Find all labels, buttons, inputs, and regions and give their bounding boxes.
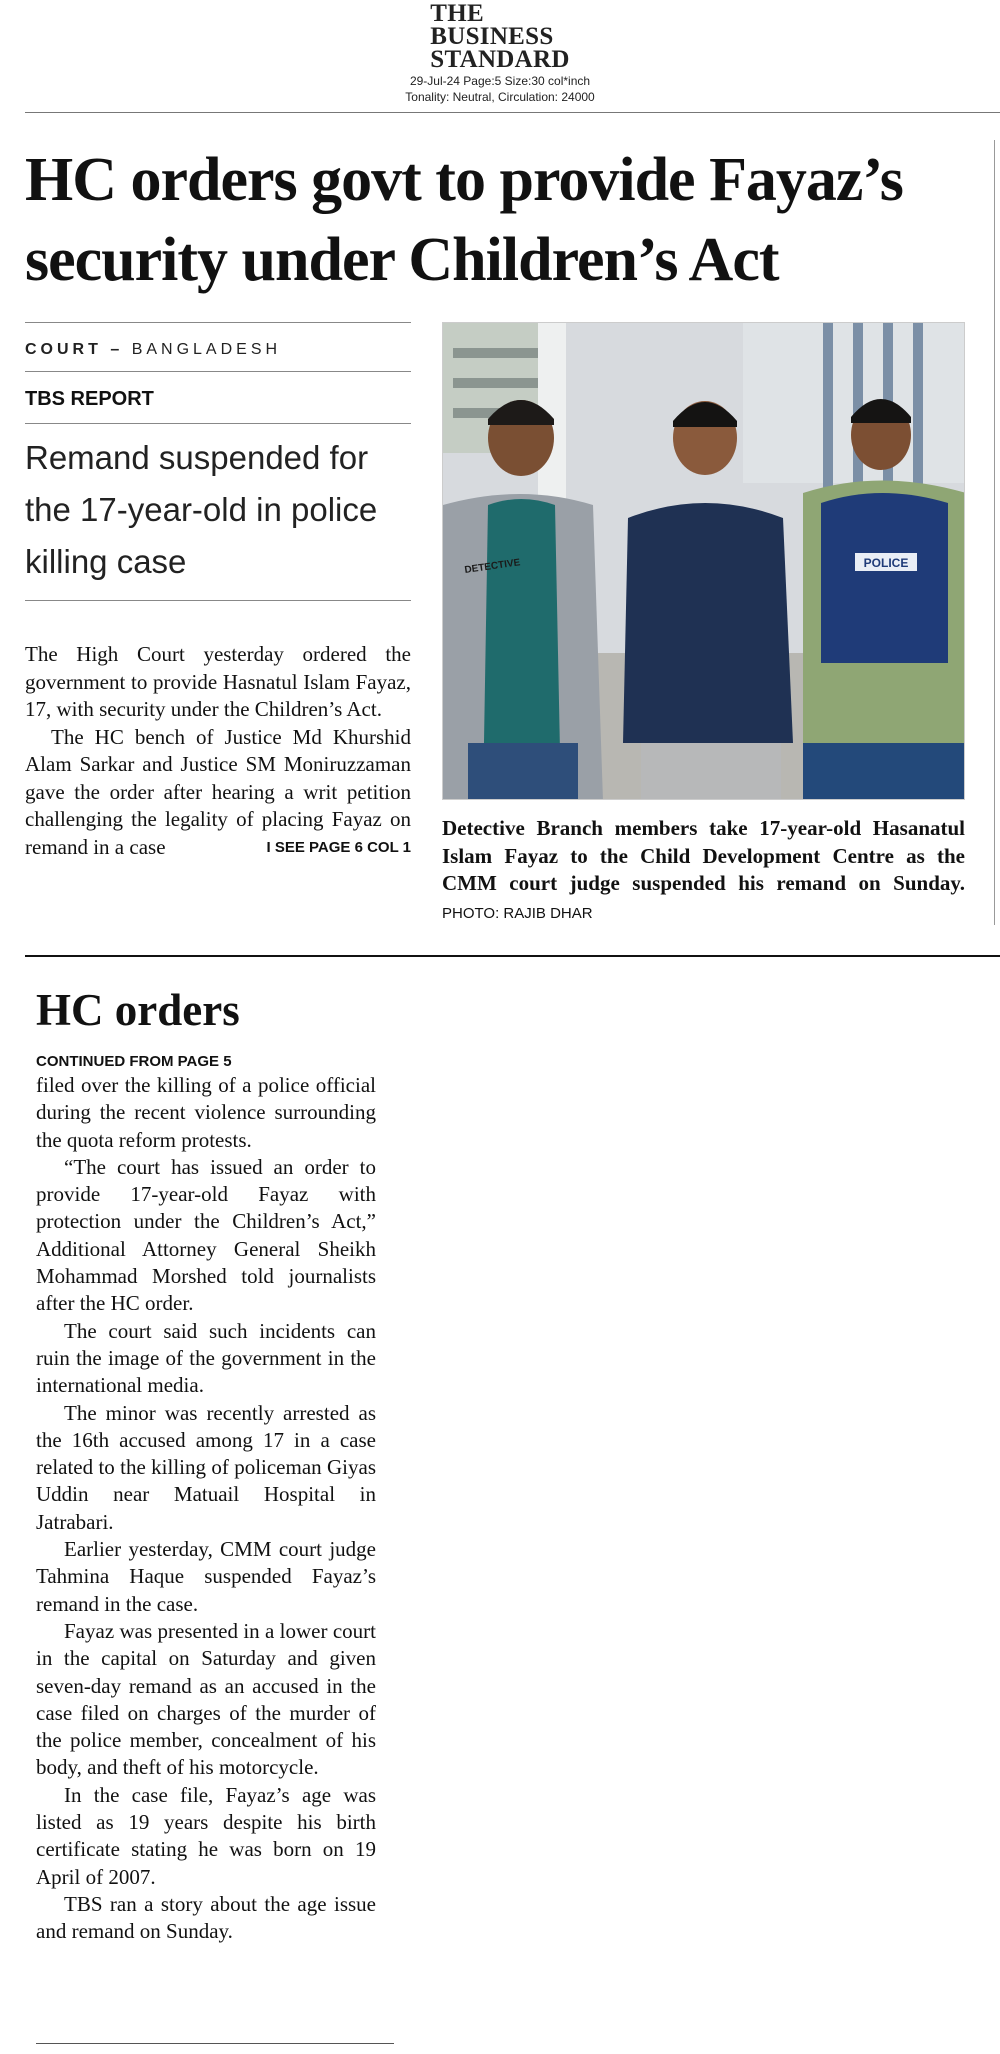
continued-from-label: CONTINUED FROM PAGE 5: [36, 1053, 232, 1070]
article-left-column: [25, 322, 411, 861]
body-paragraph-text: The HC bench of Justice Md Khurshid Alam Sarkar and Justice SM Moniruzzaman gave the order after hearing a writ petition challenging the legality of placing Fayaz on remand in a case: [25, 724, 411, 859]
section-kicker: [25, 323, 411, 371]
jump-line: I SEE PAGE 6 COL 1: [266, 838, 411, 856]
kicker-topic: BANGLADESH: [131, 341, 282, 358]
subheadline: Remand suspended for the 17-year-old in police killing case: [25, 439, 378, 580]
logo-line: BUSINESS: [430, 23, 554, 50]
divider: [25, 955, 1000, 957]
body-paragraph: In the case file, Fayaz’s age was listed as 19 years despite his birth certificate stating he was born on 19 April of 2007.: [36, 1782, 376, 1889]
body-paragraph: Earlier yesterday, CMM court judge Tahmina Haque suspended Fayaz’s remand in the case.: [36, 1537, 376, 1616]
masthead: [0, 2, 1000, 104]
clipping-meta-line2: Tonality: Neutral, Circulation: 24000: [405, 90, 595, 104]
body-paragraph: The court said such incidents can ruin the image of the government in the international media.: [36, 1318, 376, 1398]
body-paragraph: The minor was recently arrested as the 16th accused among 17 in a case related to the killing of policeman Giyas Uddin near Matuail Hospital in Jatrabari.: [36, 1400, 376, 1534]
photo-caption: [442, 815, 965, 927]
headline: [25, 140, 975, 300]
body-paragraph: “The court has issued an order to provide 17-year-old Fayaz with protection under the Children’s Act,” Additional Attorney General Sheikh Mohammad Morshed told journalists after the HC order.: [36, 1154, 376, 1316]
vest-police-label: POLICE: [863, 556, 909, 570]
kicker-section: COURT –: [25, 341, 124, 358]
caption-text: Detective Branch members take 17-year-old Hasanatul Islam Fayaz to the Child Development Centre as the CMM court judge suspended his remand on Sunday.: [442, 816, 965, 895]
headline-line: security under Children’s Act: [25, 226, 779, 294]
body-paragraph: The High Court yesterday ordered the government to provide Hasnatul Islam Fayaz, 17, with security under the Children’s Act.: [25, 642, 411, 721]
body-paragraph: TBS ran a story about the age issue and remand on Sunday.: [36, 1891, 376, 1944]
news-photo: [442, 322, 965, 800]
divider: [994, 140, 995, 925]
divider: [36, 2043, 394, 2044]
photo-illustration: [443, 323, 965, 800]
body-paragraph: Fayaz was presented in a lower court in the capital on Saturday and given seven-day remand as an accused in the case filed on charges of the murder of the police member, concealment of his body, and theft of his motorcycle.: [36, 1618, 376, 1780]
divider: [25, 600, 411, 601]
continuation-title: HC orders: [36, 985, 240, 1035]
divider: [25, 112, 1000, 113]
continuation-body: [36, 1072, 376, 1946]
body-paragraph: [25, 724, 411, 862]
body-paragraph: filed over the killing of a police official during the recent violence surrounding the quota reform protests.: [36, 1073, 376, 1152]
logo-line: STANDARD: [430, 46, 570, 73]
clipping-meta-line1: 29-Jul-24 Page:5 Size:30 col*inch: [409, 74, 591, 88]
logo-line: THE: [430, 0, 484, 27]
publication-logo: [430, 2, 569, 71]
byline: TBS REPORT: [25, 388, 154, 410]
continuation-article: [36, 985, 376, 1946]
photo-credit: PHOTO: RAJIB DHAR: [442, 904, 593, 922]
headline-line: HC orders govt to provide Fayaz’s: [25, 146, 903, 214]
vest-detective-label: DETECTIVE: [463, 557, 521, 576]
article-body: [25, 641, 411, 861]
